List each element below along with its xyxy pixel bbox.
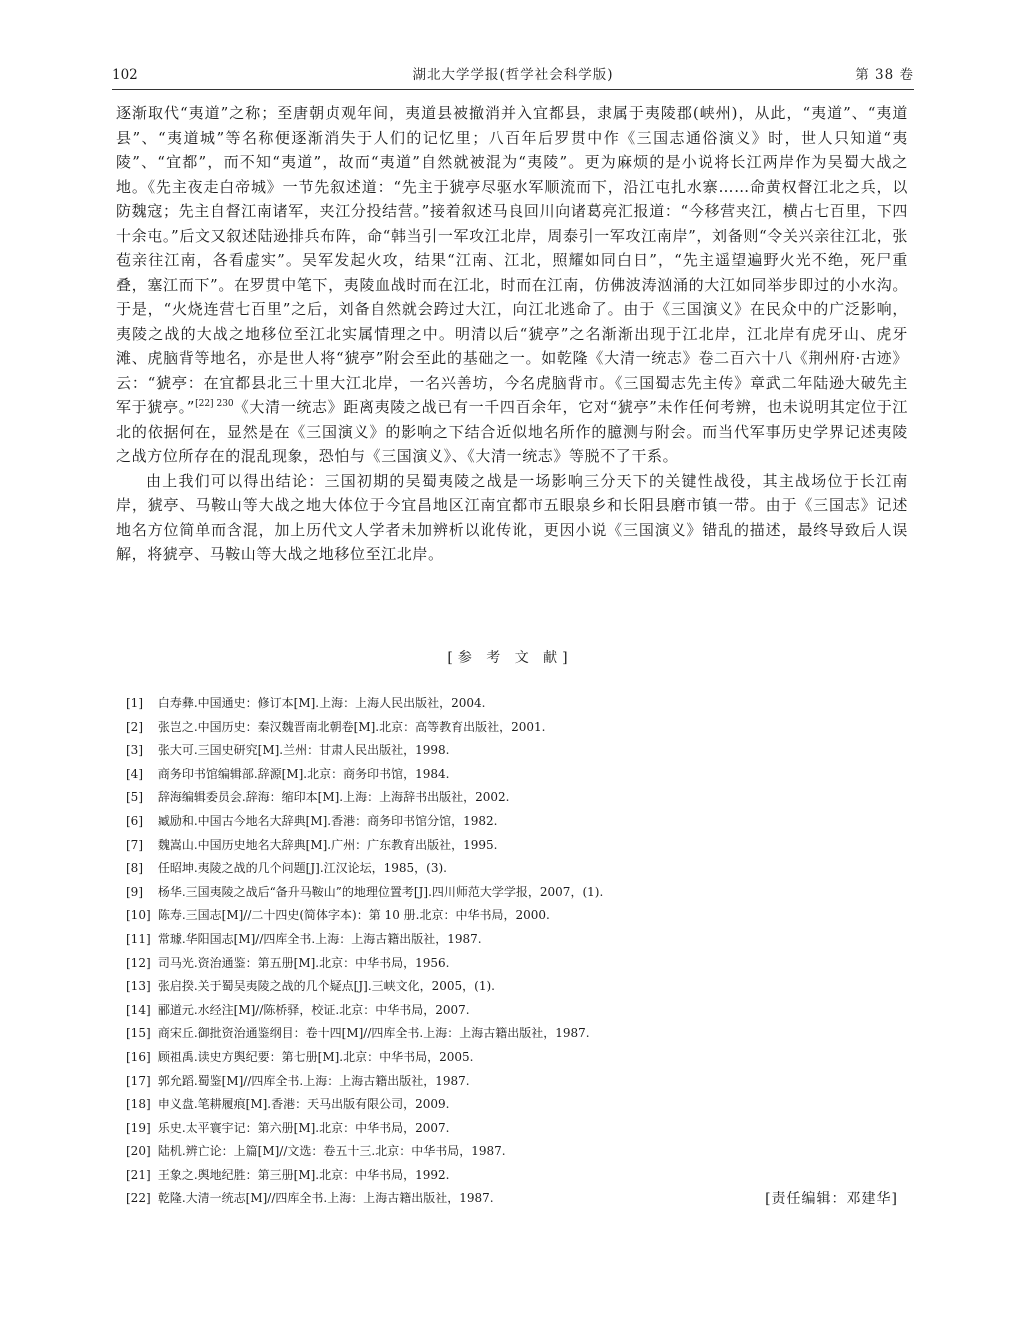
references-heading: [参 考 文 献]: [447, 650, 573, 666]
reference-number: [13]: [126, 979, 151, 994]
reference-text: 司马光.资治通鉴：第五册[M].北京：中华书局，1956.: [157, 955, 450, 970]
page-number: 102: [112, 67, 138, 83]
reference-item: [126, 857, 908, 881]
reference-item: [126, 1022, 908, 1046]
article-body: [116, 101, 908, 567]
reference-text: 商务印书馆编辑部.辞源[M].北京：商务印书馆，1984.: [157, 766, 450, 781]
reference-number: [10]: [126, 908, 151, 923]
reference-text: 陈寿.三国志[M]//二十四史(简体字本)：第 10 册.北京：中华书局，2000.: [157, 908, 550, 923]
reference-item: [126, 1140, 908, 1164]
reference-number: [8]: [126, 861, 143, 876]
conclusion-paragraph: 由上我们可以得出结论：三国初期的吴蜀夷陵之战是一场影响三分天下的关键性战役，其主战场位于长江南岸，猇亭、马鞍山等大战之地大体位于今宜昌地区江南宜都市五眼泉乡和长阳县磨市镇一带。由于《三国志》记述地名方位简单而含混，加上历代文人学者未加辨析以讹传讹，更因小说《三国演义》错乱的描述，最终导致后人误解，将猇亭、马鞍山等大战之地移位至江北岸。: [116, 471, 908, 563]
reference-number: [9]: [126, 884, 143, 899]
reference-item: [126, 904, 908, 928]
reference-list: [126, 692, 908, 1211]
reference-item: [126, 975, 908, 999]
reference-text: 郭允蹈.蜀鉴[M]//四库全书.上海：上海古籍出版社，1987.: [157, 1073, 470, 1088]
reference-number: [22]: [126, 1191, 151, 1206]
reference-text: 魏嵩山.中国历史地名大辞典[M].广州：广东教育出版社，1995.: [157, 837, 498, 852]
reference-number: [4]: [126, 766, 143, 781]
reference-number: [21]: [126, 1167, 151, 1182]
reference-item: [126, 692, 908, 716]
reference-number: [3]: [126, 743, 143, 758]
reference-text: 张启揆.关于蜀吴夷陵之战的几个疑点[J].三峡文化，2005，(1).: [157, 979, 495, 994]
reference-item: [126, 1117, 908, 1141]
reference-text: 申义盘.笔耕履痕[M].香港：天马出版有限公司，2009.: [157, 1097, 450, 1112]
reference-item: [126, 716, 908, 740]
reference-number: [14]: [126, 1002, 151, 1017]
reference-text: 张岂之.中国历史：秦汉魏晋南北朝卷[M].北京：高等教育出版社，2001.: [157, 719, 546, 734]
reference-item: [126, 1093, 908, 1117]
reference-text: 白寿彝.中国通史：修订本[M].上海：上海人民出版社，2004.: [157, 696, 486, 710]
reference-number: [20]: [126, 1144, 151, 1159]
reference-item: [126, 1164, 908, 1188]
reference-text: 臧励和.中国古今地名大辞典[M].香港：商务印书馆分馆，1982.: [157, 813, 498, 828]
reference-text: 王象之.舆地纪胜：第三册[M].北京：中华书局，1992.: [157, 1167, 450, 1182]
reference-text: 乾隆.大清一统志[M]//四库全书.上海：上海古籍出版社，1987.: [157, 1191, 494, 1206]
reference-text: 杨华.三国夷陵之战后“备升马鞍山”的地理位置考[J].四川师范大学学报，2007，(1).: [157, 884, 604, 899]
reference-number: [5]: [126, 790, 143, 805]
volume-label: 第 38 卷: [855, 67, 914, 83]
reference-item: [126, 834, 908, 858]
reference-number: [12]: [126, 955, 151, 970]
reference-item: [126, 1070, 908, 1094]
paragraph-text-part: 逐渐取代“夷道”之称；至唐朝贞观年间，夷道县被撤消并入宜都县，隶属于夷陵郡(峡州)，从此，“夷道”、“夷道县”、“夷道城”等名称便逐渐消失于人们的记忆里；八百年后罗贯中作《三国志通俗演义》时，世人只知道“夷陵”、“宜都”，而不知“夷道”，故而“夷道”自然就被混为“夷陵”。更为麻烦的是小说将长江两岸作为吴蜀大战之地。《先主夜走白帝城》一节先叙述道：“先主于猇亭尽驱水军顺流而下，沿江屯扎水寨……命黄权督江北之兵，以防魏寇；先主自督江南诸军，夹江分投结营。”接着叙述马良回川向诸葛亮汇报道：“今移营夹江，横占七百里，下四十余屯。”后文又叙述陆逊排兵布阵，命“韩当引一军攻江北岸，周泰引一军攻江南岸”，刘备则“令关兴亲往江北，张苞亲往江南，各看虚实”。吴军发起火攻，结果“江南、江北，照耀如同白日”，“先主遥望遍野火光不绝，死尸重叠，塞江而下”。在罗贯中笔下，夷陵血战时而在江北，时而在江南，仿佛波涛汹涌的大江如同举步即过的小水沟。于是，“火烧连营七百里”之后，刘备自然就会跨过大江，向江北逃命了。由于《三国演义》在民众中的广泛影响，夷陵之战的大战之地移位至江北实属情理之中。明清以后“猇亭”之名渐渐出现于江北岸，江北岸有虎牙山、虎牙滩、虎脑背等地名，亦是世人将“猇亭”附会至此的基础之一。如乾隆《大清一统志》卷二百六十八《荆州府·古迹》云：“猇亭：在宜都县北三十里大江北岸，一名兴善坊，今名虎脑背市。《三国蜀志先主传》章武二年陆逊大破先主军于猇亭。”: [116, 104, 908, 416]
reference-text: 张大可.三国史研究[M].兰州：甘肃人民出版社，1998.: [157, 743, 450, 758]
reference-item: [126, 952, 908, 976]
reference-text: 辞海编辑委员会.辞海：缩印本[M].上海：上海辞书出版社，2002.: [157, 790, 510, 805]
reference-item: [126, 928, 908, 952]
reference-number: [15]: [126, 1026, 151, 1041]
paragraph-text-part: 《大清一统志》距离夷陵之战已有一千四百余年，它对“猇亭”未作任何考辨，也未说明其定位于江北的依据何在，显然是在《三国演义》的影响之下结合近似地名所作的臆测与附会。而当代军事历史学界记述夷陵之战方位所存在的混乱现象，恐怕与《三国演义》、《大清一统志》等脱不了干系。: [116, 398, 908, 465]
header-rule: [112, 89, 914, 90]
reference-item: [126, 763, 908, 787]
reference-item: [126, 786, 908, 810]
reference-number: [16]: [126, 1049, 151, 1064]
paragraph: [116, 101, 908, 469]
reference-item: [126, 881, 908, 905]
citation-superscript: [22] 230: [195, 399, 234, 409]
journal-title: 湖北大学学报(哲学社会科学版): [412, 67, 614, 83]
reference-text: 乐史.太平寰宇记：第六册[M].北京：中华书局，2007.: [157, 1120, 450, 1135]
reference-number: [7]: [126, 837, 143, 852]
running-header: [112, 63, 914, 87]
reference-item: [126, 810, 908, 834]
responsible-editor: [责任编辑：邓建华]: [765, 1191, 898, 1207]
reference-item: [126, 999, 908, 1023]
reference-text: 任昭坤.夷陵之战的几个问题[J].江汉论坛，1985，(3).: [157, 861, 447, 876]
reference-number: [1]: [126, 696, 143, 710]
reference-number: [17]: [126, 1073, 151, 1088]
reference-number: [19]: [126, 1120, 151, 1135]
reference-text: 常璩.华阳国志[M]//四库全书.上海：上海古籍出版社，1987.: [157, 931, 482, 946]
reference-number: [11]: [126, 931, 151, 946]
reference-text: 郦道元.水经注[M]//陈桥驿，校证.北京：中华书局，2007.: [157, 1002, 470, 1017]
reference-text: 顾祖禹.读史方舆纪要：第七册[M].北京：中华书局，2005.: [157, 1049, 474, 1064]
reference-item: [126, 1046, 908, 1070]
reference-item: [126, 739, 908, 763]
reference-text: 商宋丘.御批资治通鉴纲目：卷十四[M]//四库全书.上海：上海古籍出版社，1987.: [157, 1026, 590, 1041]
reference-text: 陆机.辨亡论：上篇[M]//文选：卷五十三.北京：中华书局，1987.: [157, 1144, 506, 1159]
reference-number: [18]: [126, 1097, 151, 1112]
reference-number: [6]: [126, 813, 143, 828]
reference-number: [2]: [126, 719, 143, 734]
